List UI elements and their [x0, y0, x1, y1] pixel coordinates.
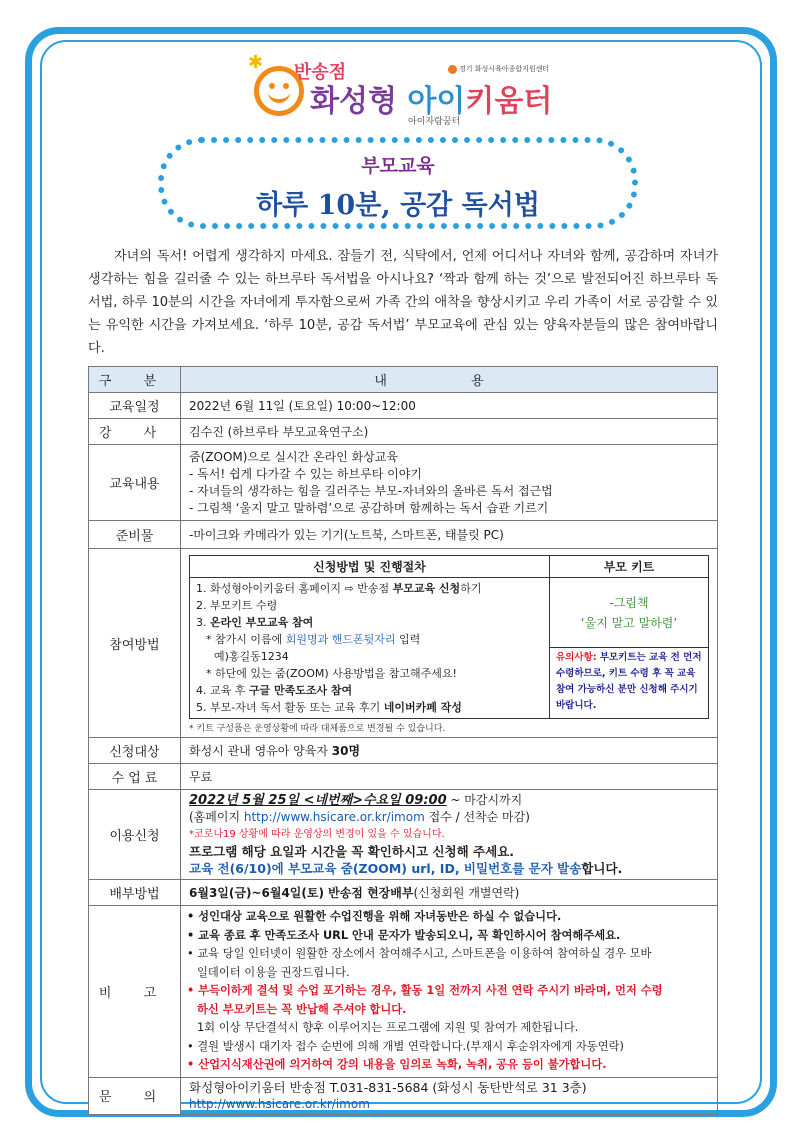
- row-label: 준비물: [89, 521, 181, 549]
- title-box: [158, 137, 638, 229]
- table-row: [89, 738, 718, 764]
- prep-value: -마이크와 카메라가 있는 기기(노트북, 스마트폰, 태블릿 PC): [181, 521, 718, 549]
- steps-header: 신청방법 및 진행절차: [190, 556, 550, 578]
- kit-warning: 유의사항: 부모키트는 교육 전 먼저 수령하므로, 키트 수령 후 꼭 교육 참여 가능하신 분만 신청해 주시기 바랍니다.: [550, 648, 709, 719]
- remarks-value: • 성인대상 교육으로 원활한 수업진행을 위해 자녀동반은 하실 수 없습니다. • 교육 종료 후 만족도조사 URL 안내 문자가 발송되오니, 꼭 확인하시어 참여해주세요. • 교육 당일 인터넷이 원활한 장소에서 참여해주시고, 스마트폰을 이용하여 참여하실 경우 모바 일데이터 이용을 권장드립니다. • 부득이하게 결석 및 수업 포기하는 경우, 활동 1일 전까지 사전 연락 주시기 바라며, 먼저 수령 하신 부모키트는 꼭 반납해 주셔야 합니다. 1회 이상 무단결석시 향후 이루어지는 프로그램에 지원 및 참여가 제한됩니다. • 결원 발생시 대기자 접수 순번에 의해 개별 연락합니다.(부재시 후순위자에게 자동연락) • 산업지식재산권에 의거하여 강의 내용을 임의로 녹화, 녹취, 공유 등이 불가합니다.: [181, 906, 718, 1078]
- content-value: 줌(ZOOM)으로 실시간 온라인 화상교육 - 독서! 쉽게 다가갈 수 있는 하브루타 이야기 - 자녀들의 생각하는 힘을 길러주는 부모-자녀와의 올바른 독서 접근법 - 그림책 ‘울지 말고 말하렴’으로 공감하며 함께하는 독서 습관 기르기: [181, 445, 718, 521]
- homepage-link[interactable]: http://www.hsicare.or.kr/imom: [243, 810, 425, 824]
- fee-value: 무료: [181, 764, 718, 790]
- logo-branch: 반송점: [294, 62, 347, 83]
- schedule-value: 2022년 6월 11일 (토요일) 10:00~12:00: [181, 393, 718, 419]
- target-value: 화성시 관내 영유아 양육자 30명: [181, 738, 718, 764]
- row-label: 참여방법: [89, 549, 181, 738]
- table-row: [89, 521, 718, 549]
- distribution-value: 6월3일(금)~6월4일(토) 반송점 현장배부(신청회원 개별연락): [181, 880, 718, 906]
- table-row: [89, 549, 718, 738]
- row-label: 교육일정: [89, 393, 181, 419]
- table-row: [89, 445, 718, 521]
- header-content: 내 용: [181, 367, 718, 393]
- partner-logo: 경기 화성시육아종합지원센터: [448, 64, 549, 74]
- table-row: [89, 393, 718, 419]
- kit-content: -그림책 ‘울지 말고 말하렴’: [550, 578, 709, 648]
- table-row: [89, 880, 718, 906]
- table-row: [89, 764, 718, 790]
- row-label: 교육내용: [89, 445, 181, 521]
- method-inner-table: [189, 555, 709, 719]
- info-table: [88, 366, 718, 1115]
- table-header-row: [89, 367, 718, 393]
- steps-list: 1. 화성형아이키움터 홈페이지 ⇨ 반송점 부모교육 신청하기 2. 부모키트 수령 3. 온라인 부모교육 참여 * 참가시 이름에 회원명과 핸드폰뒷자리 입력 예)홍길동1234 * 하단에 있는 줌(ZOOM) 사용방법을 참고해주세요! 4. 교육 후 구글 만족도조사 참여 5. 부모-자녀 독서 활동 또는 교육 후기 네이버카페 작성: [190, 578, 550, 719]
- contact-link[interactable]: http://www.hsicare.or.kr/imom: [189, 1096, 370, 1111]
- row-label: 배부방법: [89, 880, 181, 906]
- method-value: [181, 549, 718, 738]
- table-row: [89, 1077, 718, 1114]
- apply-value: 2022년 5월 25일 <네번째>수요일 09:00 ~ 마감시까지 (홈페이지 http://www.hsicare.or.kr/imom 접수 / 선착순 마감) *코로나19 상황에 따라 운영상의 변경이 있을 수 있습니다. 프로그램 해당 요일과 시간을 꼭 확인하시고 신청해 주세요. 교육 전(6/10)에 부모교육 줌(ZOOM) url, ID, 비밀번호를 문자 발송합니다.: [181, 790, 718, 880]
- row-label: 비 고: [89, 906, 181, 1078]
- table-row: [89, 906, 718, 1078]
- row-label: 문 의: [89, 1077, 181, 1114]
- kit-footnote: * 키트 구성품은 운영상황에 따라 대체품으로 변경될 수 있습니다.: [189, 724, 446, 734]
- row-label: 강 사: [89, 419, 181, 445]
- row-label: 신청대상: [89, 738, 181, 764]
- logo-name: 화성형 아이키움터: [310, 84, 553, 119]
- star-icon: ✱: [248, 52, 264, 73]
- row-label: 이용신청: [89, 790, 181, 880]
- table-row: [89, 790, 718, 880]
- table-row: [89, 419, 718, 445]
- page-title: 하루 10분, 공감 독서법: [256, 190, 540, 221]
- kit-header: 부모 키트: [550, 556, 709, 578]
- lecturer-value: 김수진 (하브루타 부모교육연구소): [181, 419, 718, 445]
- logo-tagline: 아이자람꿈터: [408, 117, 461, 127]
- partner-mark-icon: [448, 65, 457, 74]
- title-category: 부모교육: [361, 155, 435, 177]
- row-label: 수 업 료: [89, 764, 181, 790]
- header-label: 구 분: [89, 367, 181, 393]
- contact-value: 화성형아이키움터 반송점 T.031-831-5684 (화성시 동탄반석로 31 3층) http://www.hsicare.or.kr/imom: [181, 1077, 718, 1114]
- intro-paragraph: 자녀의 독서! 어렵게 생각하지 마세요. 잠들기 전, 식탁에서, 언제 어디서나 자녀와 함께, 공감하며 자녀가 생각하는 힘을 길러줄 수 있는 하브루타 독서법을 아시나요? ‘짝과 함께 하는 것’으로 발전되어진 하브루타 독서법, 하루 10분의 시간을 자녀에게 투자함으로써 가족 간의 애착을 향상시키고 우리 가족이 서로 공감할 수 있는 유익한 시간을 가져보세요. ‘하루 10분, 공감 독서법’ 부모교육에 관심 있는 양육자분들의 많은 참여바랍니다.: [88, 249, 718, 356]
